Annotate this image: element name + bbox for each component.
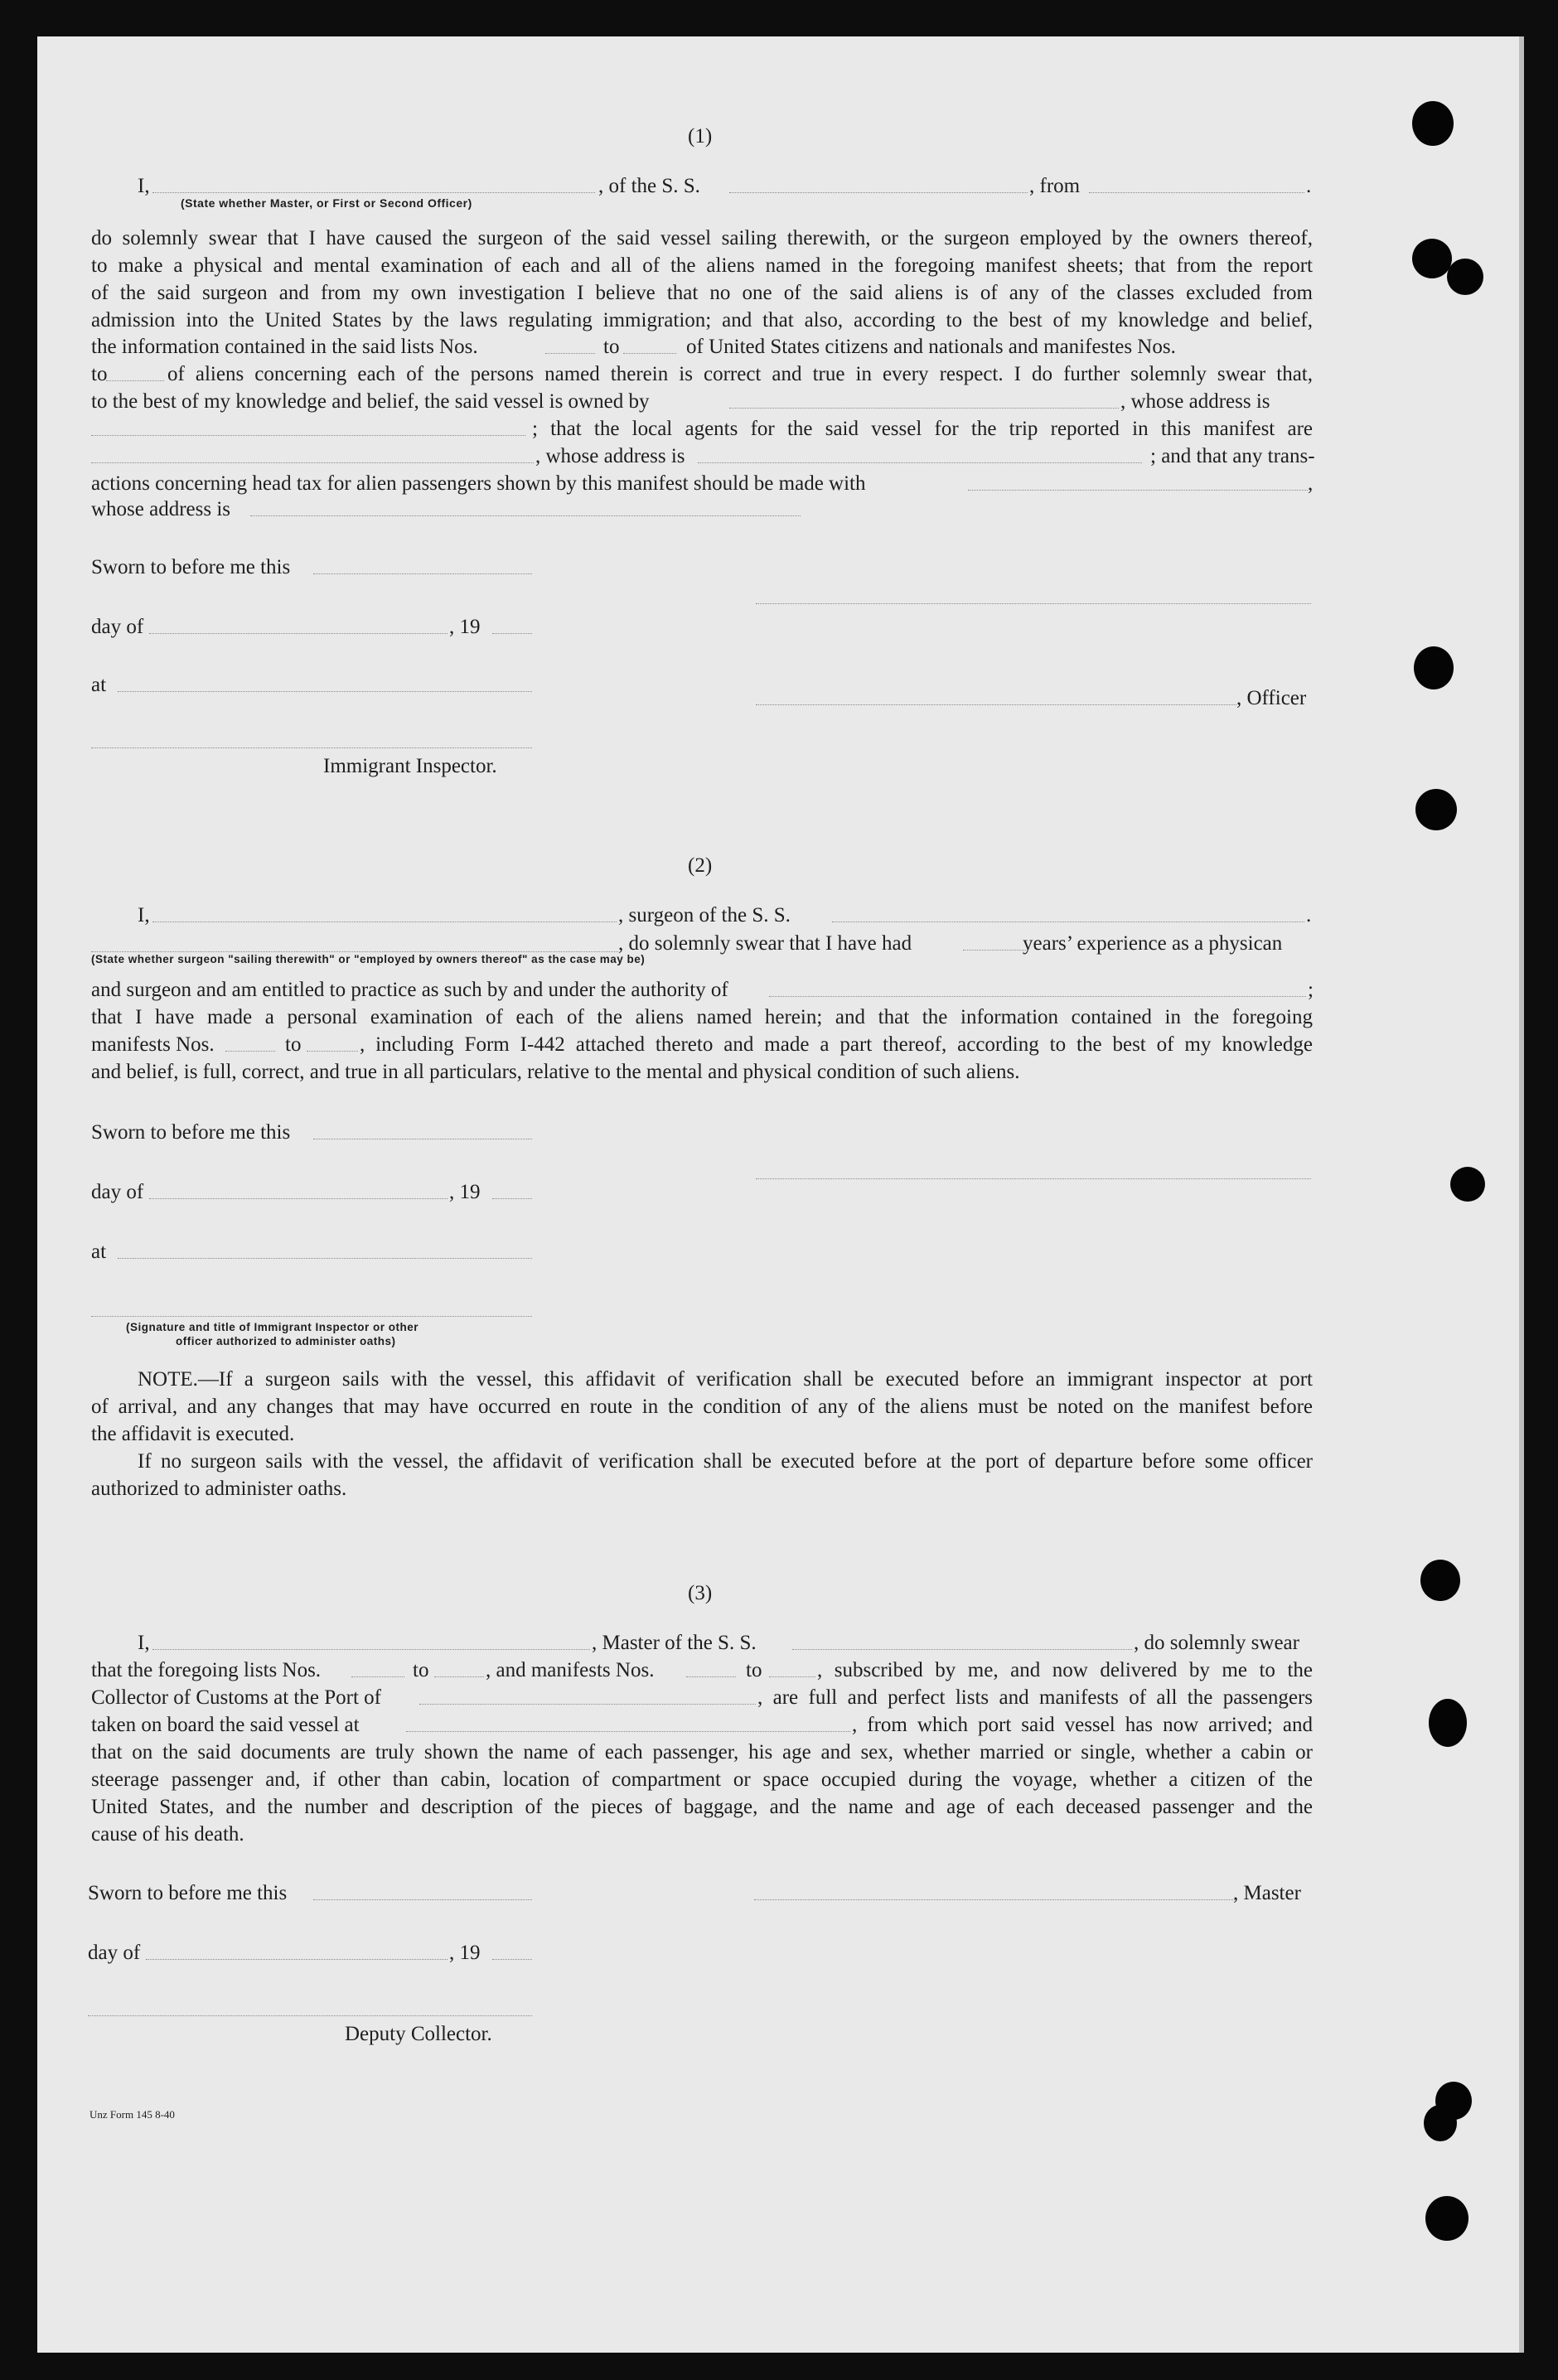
s2-para-line: that I have made a personal examination of each of the aliens named herein; and that the information contained in the foregoing [91, 1006, 1313, 1028]
s1-para-line: to make a physical and mental examination of each and all of the aliens named in the foregoing manifest sheets; that from the report [91, 254, 1313, 277]
s3-name-field[interactable] [152, 1649, 590, 1650]
s2-type-note: (State whether surgeon "sailing therewith" or "employed by owners thereof" as the case may be) [91, 953, 646, 965]
s3-taken: taken on board the said vessel at [91, 1714, 360, 1736]
punch-hole [1412, 101, 1454, 146]
s1-owner-address: , whose address is [1120, 390, 1270, 413]
s1-lists-citizens: of United States citizens and nationals and manifestes Nos. [686, 336, 1176, 358]
s3-manifest-from-field[interactable] [686, 1676, 736, 1677]
s1-para-line: admission into the United States by the laws regulating immigration; and that also, according to the best of my knowledge and belief, [91, 309, 1313, 331]
s2-note-line: NOTE.—If a surgeon sails with the vessel, this affidavit of verification shall be executed before an immigrant inspector at port [138, 1368, 1313, 1391]
s2-i: I, [138, 904, 150, 926]
s1-year-field[interactable] [492, 633, 532, 634]
s3-lists: that the foregoing lists Nos. [91, 1659, 322, 1681]
s3-master: , Master [1233, 1882, 1301, 1904]
s1-line1-end: . [1306, 175, 1312, 197]
section-1-number: (1) [688, 125, 713, 148]
s1-owner-address-field[interactable] [91, 435, 525, 436]
s1-para-line: of the said surgeon and from my own investigation I believe that no one of the said aliens is of any of the classes excluded from [91, 282, 1313, 304]
s1-ship-field[interactable] [729, 192, 1028, 193]
s2-note-line: If no surgeon sails with the vessel, the affidavit of verification shall be executed before at the port of departure before some officer [138, 1450, 1313, 1473]
punch-hole [1415, 789, 1457, 830]
s1-day-field[interactable] [149, 633, 448, 634]
s2-dayof: day of [91, 1181, 144, 1203]
s2-manifests: manifests Nos. [91, 1033, 215, 1056]
s2-semicolon: ; [1308, 979, 1314, 1001]
s2-sworn: Sworn to before me this [91, 1121, 291, 1144]
s3-to-2: to [746, 1659, 762, 1681]
s3-year-field[interactable] [492, 1959, 532, 1960]
s1-transactions: ; and that any trans- [1150, 445, 1315, 467]
s3-master-sig-field[interactable] [754, 1899, 1235, 1900]
s2-sig-note-2: officer authorized to administer oaths) [176, 1335, 396, 1347]
s1-lists-text: the information contained in the said lists Nos. [91, 336, 478, 358]
s3-manifest-to-field[interactable] [769, 1676, 815, 1677]
punch-hole [1414, 646, 1454, 689]
s1-at-field[interactable] [118, 691, 532, 692]
s2-para-line: and belief, is full, correct, and true in all particulars, relative to the mental and physical condition of such aliens. [91, 1061, 1020, 1083]
s1-agent-address-field[interactable] [698, 462, 1142, 463]
s1-lists-from-field[interactable] [545, 353, 595, 354]
punch-hole [1425, 2196, 1468, 2241]
s1-owner-field[interactable] [729, 408, 1119, 409]
s2-officer-sig-field[interactable] [91, 1316, 532, 1317]
s1-rank-field[interactable] [152, 192, 595, 193]
s3-para-line: steerage passenger and, if other than cabin, location of compartment or space occupied during the voyage, whether a citizen of the [91, 1768, 1313, 1791]
s3-collector: Collector of Customs at the Port of [91, 1686, 381, 1709]
s1-line1-from: , from [1029, 175, 1081, 197]
punch-hole [1450, 1167, 1485, 1202]
s1-officer: , Officer [1236, 687, 1307, 709]
s1-para-line: do solemnly swear that I have caused the surgeon of the said vessel sailing therewith, or the surgeon employed by the owners thereof, [91, 227, 1313, 249]
punch-hole [1420, 1560, 1460, 1601]
s2-swear: , do solemnly swear that I have had [618, 932, 912, 955]
s1-owned-by: to the best of my knowledge and belief, the said vessel is owned by [91, 390, 650, 413]
s3-subscribed: , subscribed by me, and now delivered by me to the [817, 1659, 1313, 1681]
s1-line1-ofss: , of the S. S. [598, 175, 700, 197]
s2-manifest-to-field[interactable] [307, 1051, 358, 1052]
s2-para-line: , including Form I-442 attached thereto and made a part thereof, according to the best of my knowledge [360, 1033, 1313, 1056]
s2-manifest-from-field[interactable] [225, 1051, 275, 1052]
s1-inspector-field[interactable] [91, 747, 532, 748]
s1-line1-i: I, [138, 175, 150, 197]
s2-sig-note-1: (Signature and title of Immigrant Inspector or other [126, 1321, 419, 1333]
s2-year-field[interactable] [492, 1198, 532, 1199]
s1-comma: , [1308, 472, 1314, 495]
s1-whose-address: whose address is [91, 498, 231, 520]
s1-dayof: day of [91, 616, 144, 638]
s1-para-line: of aliens concerning each of the persons named therein is correct and true in every respect. I do further solemnly swear that, [167, 363, 1313, 385]
s3-para-line: that on the said documents are truly shown the name of each passenger, his age and sex, whether married or single, whether a cabin or [91, 1741, 1313, 1763]
s2-type-field[interactable] [91, 951, 618, 952]
s1-signature-field[interactable] [756, 603, 1311, 604]
s1-officer-field[interactable] [756, 704, 1236, 705]
s1-agents-field[interactable] [91, 462, 534, 463]
s3-sworn: Sworn to before me this [88, 1882, 288, 1904]
s1-sworn-field[interactable] [313, 573, 532, 574]
s2-at-field[interactable] [118, 1258, 532, 1259]
s2-note-line: the affidavit is executed. [91, 1423, 295, 1445]
punch-hole [1447, 259, 1483, 295]
s2-note-line: of arrival, and any changes that may have occurred en route in the condition of any of the aliens must be noted on the manifest before [91, 1396, 1313, 1418]
s1-agents-line: ; that the local agents for the said vessel for the trip reported in this manifest are [532, 418, 1313, 440]
s1-nineteen: , 19 [449, 616, 481, 638]
s1-whose-address-field[interactable] [250, 515, 801, 516]
s1-head-tax-field[interactable] [968, 490, 1308, 491]
s3-para-line: United States, and the number and description of the pieces of baggage, and the name and age of each deceased passenger and the [91, 1796, 1313, 1818]
s1-agent-address: , whose address is [535, 445, 685, 467]
s2-to: to [285, 1033, 302, 1056]
s2-signature-field[interactable] [756, 1178, 1311, 1179]
s2-end: . [1306, 904, 1312, 926]
s3-i: I, [138, 1632, 150, 1654]
s3-nineteen: , 19 [449, 1942, 481, 1964]
s1-from-field[interactable] [1089, 192, 1304, 193]
s3-deputy: Deputy Collector. [345, 2023, 492, 2045]
s2-authority: and surgeon and am entitled to practice as such by and under the authority of [91, 979, 728, 1001]
section-3-number: (3) [688, 1582, 713, 1604]
s2-note-line: authorized to administer oaths. [91, 1478, 347, 1500]
s2-at: at [91, 1241, 107, 1263]
s3-manifests: , and manifests Nos. [486, 1659, 655, 1681]
s3-dayof: day of [88, 1942, 141, 1964]
page-edge [1519, 36, 1524, 2353]
section-2-number: (2) [688, 854, 713, 877]
s1-manifest-to-field[interactable] [106, 380, 164, 381]
s3-swear: , do solemnly swear [1134, 1632, 1299, 1654]
s3-para-line: cause of his death. [91, 1823, 244, 1845]
s1-head-tax: actions concerning head tax for alien passengers shown by this manifest should be made with [91, 472, 866, 495]
s3-port-taken-field[interactable] [406, 1731, 850, 1732]
s3-master-of: , Master of the S. S. [592, 1632, 757, 1654]
s3-lists-from-field[interactable] [351, 1676, 404, 1677]
s3-deputy-field[interactable] [88, 2015, 532, 2016]
form-number: Unz Form 145 8-40 [90, 2108, 175, 2121]
punch-hole [1424, 2105, 1457, 2141]
s3-port-field[interactable] [419, 1704, 756, 1705]
s2-day-field[interactable] [149, 1198, 448, 1199]
s3-lists-to-field[interactable] [434, 1676, 484, 1677]
s2-nineteen: , 19 [449, 1181, 481, 1203]
s2-authority-field[interactable] [769, 996, 1306, 997]
punch-hole [1412, 239, 1452, 278]
s3-day-field[interactable] [146, 1959, 448, 1960]
s2-years-field[interactable] [963, 950, 1026, 951]
s3-full-lists: , are full and perfect lists and manifests of all the passengers [757, 1686, 1313, 1709]
s3-to-1: to [413, 1659, 429, 1681]
s1-rank-note: (State whether Master, or First or Second Officer) [181, 196, 472, 210]
s1-at: at [91, 674, 107, 696]
s1-lists-to: to [603, 336, 620, 358]
s3-ship-field[interactable] [792, 1649, 1132, 1650]
punch-hole [1429, 1699, 1467, 1747]
s1-inspector: Immigrant Inspector. [323, 755, 497, 777]
s1-to: to [91, 363, 108, 385]
s2-years-exp: years’ experience as a physican [1023, 932, 1283, 955]
s3-sworn-field[interactable] [313, 1899, 532, 1900]
s1-sworn: Sworn to before me this [91, 556, 291, 578]
s1-lists-to-field[interactable] [623, 353, 676, 354]
s2-surgeon-of: , surgeon of the S. S. [618, 904, 791, 926]
s3-arrived: , from which port said vessel has now arrived; and [852, 1714, 1313, 1736]
